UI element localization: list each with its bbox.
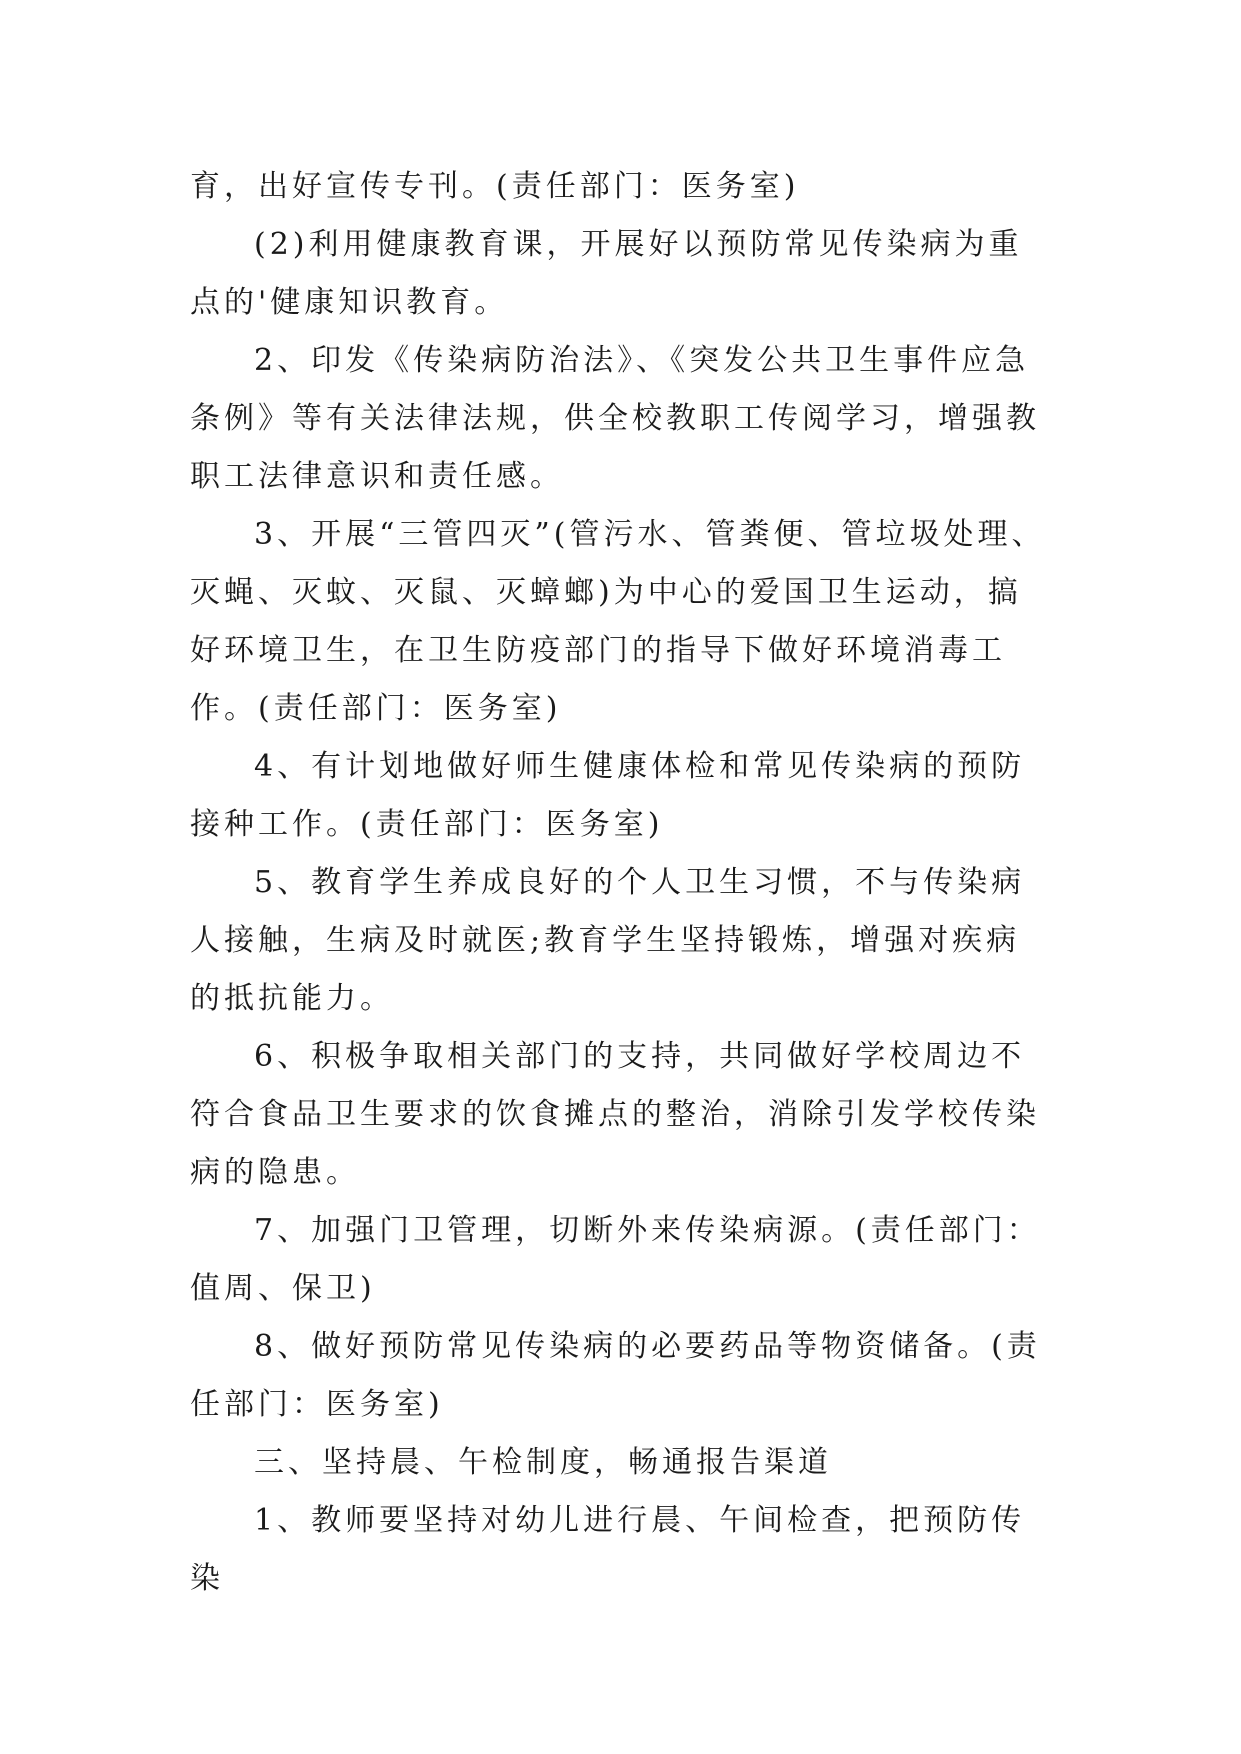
document-body — [190, 158, 1050, 1608]
section-heading-three: 三、坚持晨、午检制度，畅通报告渠道 — [254, 1445, 832, 1480]
paragraph-item-4: 4、有计划地做好师生健康体检和常见传染病的预防接种工作。(责任部门：医务室) — [190, 749, 1026, 842]
paragraph-section-three-item-1: 1、教师要坚持对幼儿进行晨、午间检查，把预防传染 — [190, 1503, 1026, 1596]
paragraph-item-6: 6、积极争取相关部门的支持，共同做好学校周边不符合食品卫生要求的饮食摊点的整治，消除引发学校传染病的隐患。 — [190, 1039, 1040, 1190]
paragraph-item-2: 2、印发《传染病防治法》、《突发公共卫生事件应急条例》等有关法律法规，供全校教职工传阅学习，增强教职工法律意识和责任感。 — [190, 343, 1040, 494]
paragraph-item-5: 5、教育学生养成良好的个人卫生习惯，不与传染病人接触，生病及时就医;教育学生坚持锻炼，增强对疾病的抵抗能力。 — [190, 865, 1026, 1016]
paragraph-item-8: 8、做好预防常见传染病的必要药品等物资储备。(责任部门：医务室) — [190, 1329, 1041, 1422]
paragraph-health-education: (2)利用健康教育课，开展好以预防常见传染病为重点的'健康知识教育。 — [190, 227, 1023, 320]
paragraph-continuation: 育，出好宣传专刊。(责任部门：医务室) — [190, 169, 800, 204]
paragraph-item-3: 3、开展“三管四灭”(管污水、管粪便、管垃圾处理、灭蝇、灭蚊、灭鼠、灭蟑螂)为中心的爱国卫生运动，搞好环境卫生，在卫生防疫部门的指导下做好环境消毒工作。(责任部门：医务室) — [190, 517, 1046, 726]
paragraph-item-7: 7、加强门卫管理，切断外来传染病源。(责任部门：值周、保卫) — [190, 1213, 1041, 1306]
